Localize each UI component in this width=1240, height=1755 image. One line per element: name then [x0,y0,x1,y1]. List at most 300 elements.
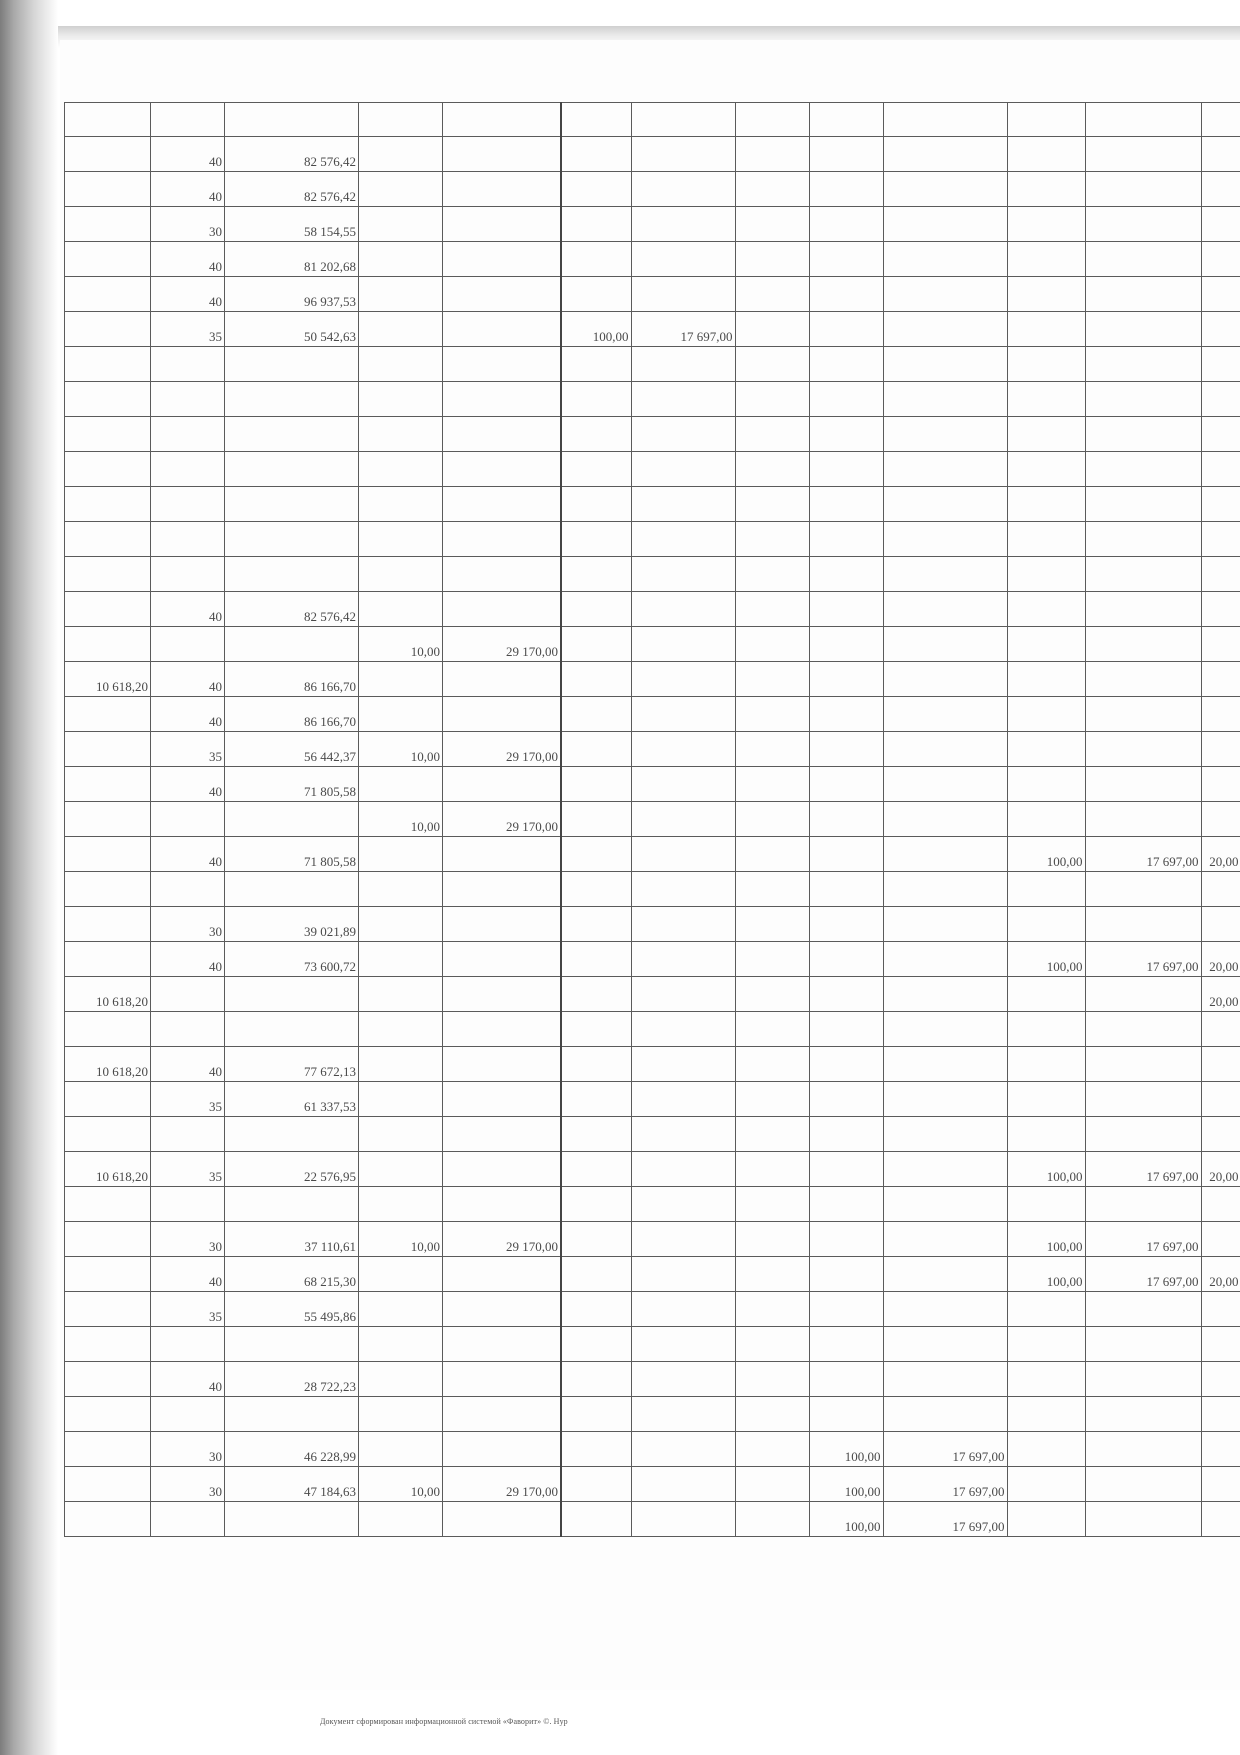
table-cell [443,207,561,242]
table-cell: 17 697,00 [1085,1257,1201,1292]
table-cell [631,277,735,312]
table-cell [65,1082,151,1117]
table-cell [631,417,735,452]
table-row [65,872,561,907]
table-row [561,452,1240,487]
table-cell [735,697,809,732]
table-cell [1007,1292,1085,1327]
table-cell [1201,907,1240,942]
table-cell [883,802,1007,837]
table-cell [883,242,1007,277]
table-cell [631,1012,735,1047]
table-cell [1007,1187,1085,1222]
table-cell [65,417,151,452]
table-cell [1085,487,1201,522]
table-cell [443,1432,561,1467]
table-cell [561,207,631,242]
table-cell [883,207,1007,242]
table-cell [561,872,631,907]
table-cell [561,1432,631,1467]
table-cell: 17 697,00 [883,1467,1007,1502]
table-cell [359,1012,443,1047]
table-cell: 20,00 [1201,942,1240,977]
table-cell [631,1047,735,1082]
table-cell [631,1117,735,1152]
table-cell [809,627,883,662]
table-cell: 40 [151,662,225,697]
table-cell [65,1292,151,1327]
table-cell [809,1292,883,1327]
table-cell [1007,1047,1085,1082]
table-cell [225,103,359,137]
table-cell [1201,802,1240,837]
table-row [561,1257,1240,1292]
table-cell [809,347,883,382]
table-cell [883,872,1007,907]
table-cell [151,382,225,417]
table-row [561,1467,1240,1502]
table-cell [809,452,883,487]
table-cell [1007,1397,1085,1432]
table-cell [151,1502,225,1537]
table-cell [359,1117,443,1152]
table-cell [735,1152,809,1187]
table-cell [561,242,631,277]
table-cell [65,872,151,907]
table-cell [631,1467,735,1502]
table-cell: 55 495,86 [225,1292,359,1327]
table-cell: 40 [151,172,225,207]
table-cell [225,802,359,837]
table-cell [1085,522,1201,557]
table-row [65,312,561,347]
table-row [561,207,1240,242]
table-cell: 20,00 [1201,837,1240,872]
table-cell: 10,00 [359,627,443,662]
table-cell [809,103,883,137]
table-cell [1007,1362,1085,1397]
table-cell [561,1397,631,1432]
table-row [65,1012,561,1047]
table-cell [631,557,735,592]
table-cell [65,1327,151,1362]
table-row [65,277,561,312]
table-cell [1201,872,1240,907]
table-cell [1085,662,1201,697]
table-cell [561,1047,631,1082]
table-cell [809,1047,883,1082]
table-cell [151,1327,225,1362]
table-cell [151,802,225,837]
table-cell: 46 228,99 [225,1432,359,1467]
table-cell [883,522,1007,557]
table-cell [631,1222,735,1257]
table-cell [735,942,809,977]
table-cell: 17 697,00 [1085,1222,1201,1257]
table-cell: 10 618,20 [65,1152,151,1187]
table-cell [443,697,561,732]
table-row [561,1502,1240,1537]
table-row [65,417,561,452]
table-cell [443,312,561,347]
table-cell [735,1012,809,1047]
table-cell [225,452,359,487]
table-row [65,103,561,137]
scan-edge-shadow [0,0,58,1755]
table-row [561,1362,1240,1397]
table-cell [1085,417,1201,452]
table-cell [561,1327,631,1362]
table-cell [735,1082,809,1117]
table-cell: 50 542,63 [225,312,359,347]
table-cell [809,1397,883,1432]
table-cell [809,522,883,557]
table-row [65,1257,561,1292]
table-cell [883,382,1007,417]
table-row [561,103,1240,137]
table-cell [1007,312,1085,347]
table-row [65,732,561,767]
table-cell [65,103,151,137]
table-cell [443,1187,561,1222]
table-cell [359,907,443,942]
table-cell [809,137,883,172]
table-cell: 96 937,53 [225,277,359,312]
table-cell [1007,907,1085,942]
table-cell [735,1432,809,1467]
table-cell [735,802,809,837]
table-cell: 17 697,00 [1085,942,1201,977]
table-cell [1201,1117,1240,1152]
table-cell [735,487,809,522]
table-cell [809,1082,883,1117]
table-cell [65,907,151,942]
table-cell: 100,00 [561,312,631,347]
table-cell: 35 [151,1082,225,1117]
table-cell [1085,312,1201,347]
table-cell [883,1117,1007,1152]
table-cell [151,1117,225,1152]
table-cell [631,1327,735,1362]
table-cell [631,347,735,382]
table-row [561,487,1240,522]
table-cell [883,977,1007,1012]
table-cell [735,872,809,907]
table-row [561,942,1240,977]
table-cell [735,1187,809,1222]
table-cell [443,907,561,942]
table-cell [151,1012,225,1047]
table-cell [1201,242,1240,277]
table-cell [359,1397,443,1432]
table-row [65,137,561,172]
table-cell [1201,627,1240,662]
table-cell [1007,277,1085,312]
table-cell [561,137,631,172]
table-cell [65,312,151,347]
table-cell: 28 722,23 [225,1362,359,1397]
table-row [65,767,561,802]
table-cell [359,697,443,732]
table-cell [631,697,735,732]
table-row [65,1362,561,1397]
table-cell [561,592,631,627]
table-cell [359,557,443,592]
table-cell [359,1187,443,1222]
table-cell: 40 [151,277,225,312]
table-cell [151,977,225,1012]
table-row [561,1047,1240,1082]
table-cell [1007,1502,1085,1537]
table-cell [1007,732,1085,767]
table-row [561,277,1240,312]
table-cell [631,1432,735,1467]
table-cell [561,1082,631,1117]
table-cell [631,1502,735,1537]
table-cell [735,347,809,382]
table-row [561,1327,1240,1362]
table-cell [1201,1432,1240,1467]
table-cell [1085,1397,1201,1432]
table-cell [735,907,809,942]
table-cell [809,942,883,977]
table-cell [359,1362,443,1397]
table-cell [1085,767,1201,802]
table-cell [631,1187,735,1222]
table-cell: 58 154,55 [225,207,359,242]
table-cell [359,1047,443,1082]
table-cell [443,1257,561,1292]
table-cell [561,522,631,557]
table-cell [1007,1117,1085,1152]
table-cell [809,872,883,907]
table-cell: 81 202,68 [225,242,359,277]
table-cell [359,242,443,277]
table-cell [1201,1362,1240,1397]
table-cell [1007,382,1085,417]
table-row [65,907,561,942]
table-cell [443,1117,561,1152]
table-cell [631,137,735,172]
table-cell [359,347,443,382]
table-cell [561,1292,631,1327]
table-row [561,242,1240,277]
table-row [65,942,561,977]
table-cell [359,417,443,452]
table-cell [883,1397,1007,1432]
table-cell [65,627,151,662]
table-cell [883,103,1007,137]
table-cell [359,1502,443,1537]
table-cell: 35 [151,1292,225,1327]
table-cell [65,1117,151,1152]
table-cell: 86 166,70 [225,662,359,697]
table-cell [883,347,1007,382]
table-cell: 47 184,63 [225,1467,359,1502]
table-cell [631,1292,735,1327]
table-cell [443,837,561,872]
table-cell [1201,417,1240,452]
table-cell: 30 [151,907,225,942]
table-cell [1085,103,1201,137]
table-cell [225,1187,359,1222]
table-cell [735,1257,809,1292]
table-cell [561,382,631,417]
table-cell [809,1362,883,1397]
table-row [65,172,561,207]
table-cell: 10,00 [359,802,443,837]
table-cell [631,627,735,662]
table-cell [809,172,883,207]
table-cell [561,627,631,662]
table-cell [359,837,443,872]
table-cell [883,172,1007,207]
table-row [65,1082,561,1117]
table-cell [1007,522,1085,557]
table-cell [1007,347,1085,382]
table-cell [809,1257,883,1292]
table-cell [151,452,225,487]
table-cell [561,1152,631,1187]
table-cell [1201,662,1240,697]
table-cell: 71 805,58 [225,837,359,872]
table-cell [1201,1082,1240,1117]
table-cell [151,417,225,452]
table-cell: 20,00 [1201,1257,1240,1292]
table-cell [1085,242,1201,277]
table-cell [359,1152,443,1187]
table-cell [809,1327,883,1362]
table-cell [65,697,151,732]
table-cell [735,977,809,1012]
table-cell [65,522,151,557]
table-row [561,522,1240,557]
table-cell: 77 672,13 [225,1047,359,1082]
table-cell: 17 697,00 [1085,837,1201,872]
table-cell [359,207,443,242]
table-cell [1007,767,1085,802]
table-cell [225,977,359,1012]
right-data-table [560,102,1240,1537]
table-cell [65,767,151,802]
table-cell [1085,732,1201,767]
table-cell [561,1222,631,1257]
table-cell: 30 [151,1467,225,1502]
table-cell [735,382,809,417]
table-cell [883,452,1007,487]
table-cell [1085,1292,1201,1327]
table-row [561,732,1240,767]
table-cell [65,1222,151,1257]
table-cell [1201,767,1240,802]
table-cell [225,1012,359,1047]
table-cell [735,767,809,802]
table-cell [631,1257,735,1292]
table-cell: 100,00 [1007,1222,1085,1257]
table-cell [1085,872,1201,907]
table-cell [809,662,883,697]
table-cell [1201,522,1240,557]
table-cell [561,1467,631,1502]
table-cell [561,452,631,487]
table-cell [1085,452,1201,487]
table-cell: 40 [151,837,225,872]
table-cell: 68 215,30 [225,1257,359,1292]
table-cell [1201,592,1240,627]
table-cell [1201,137,1240,172]
table-cell [735,242,809,277]
table-cell [1201,452,1240,487]
table-cell [561,1257,631,1292]
table-cell [443,662,561,697]
table-cell: 82 576,42 [225,172,359,207]
table-row [561,417,1240,452]
table-cell [1085,382,1201,417]
table-cell [561,103,631,137]
table-cell [1007,1327,1085,1362]
table-cell [1085,1012,1201,1047]
table-cell: 86 166,70 [225,697,359,732]
table-cell [151,103,225,137]
table-cell [1085,627,1201,662]
table-cell [631,242,735,277]
table-cell: 35 [151,732,225,767]
table-cell [225,1327,359,1362]
table-cell [883,767,1007,802]
table-row [65,1432,561,1467]
table-cell [1201,487,1240,522]
table-cell [883,942,1007,977]
table-cell [883,557,1007,592]
table-cell [883,1082,1007,1117]
table-cell [883,1187,1007,1222]
table-cell [1085,1467,1201,1502]
table-cell [631,172,735,207]
table-row [561,627,1240,662]
table-cell [1007,592,1085,627]
table-cell: 82 576,42 [225,592,359,627]
table-cell [883,732,1007,767]
table-cell [65,557,151,592]
table-cell [561,942,631,977]
table-cell [631,1152,735,1187]
table-cell: 40 [151,697,225,732]
table-cell [443,592,561,627]
table-cell [359,1292,443,1327]
table-cell [883,312,1007,347]
table-cell [65,942,151,977]
table-row [561,662,1240,697]
table-cell [443,452,561,487]
table-cell [443,522,561,557]
table-cell [561,487,631,522]
table-cell [561,977,631,1012]
table-cell [1085,557,1201,592]
table-cell [65,452,151,487]
table-cell [443,172,561,207]
table-cell [883,417,1007,452]
table-cell: 100,00 [1007,837,1085,872]
table-cell [735,417,809,452]
table-row [65,487,561,522]
table-cell: 71 805,58 [225,767,359,802]
table-cell [561,277,631,312]
table-cell [1201,1467,1240,1502]
table-cell [359,522,443,557]
table-cell [631,837,735,872]
table-cell [151,1397,225,1432]
table-cell [1085,1502,1201,1537]
